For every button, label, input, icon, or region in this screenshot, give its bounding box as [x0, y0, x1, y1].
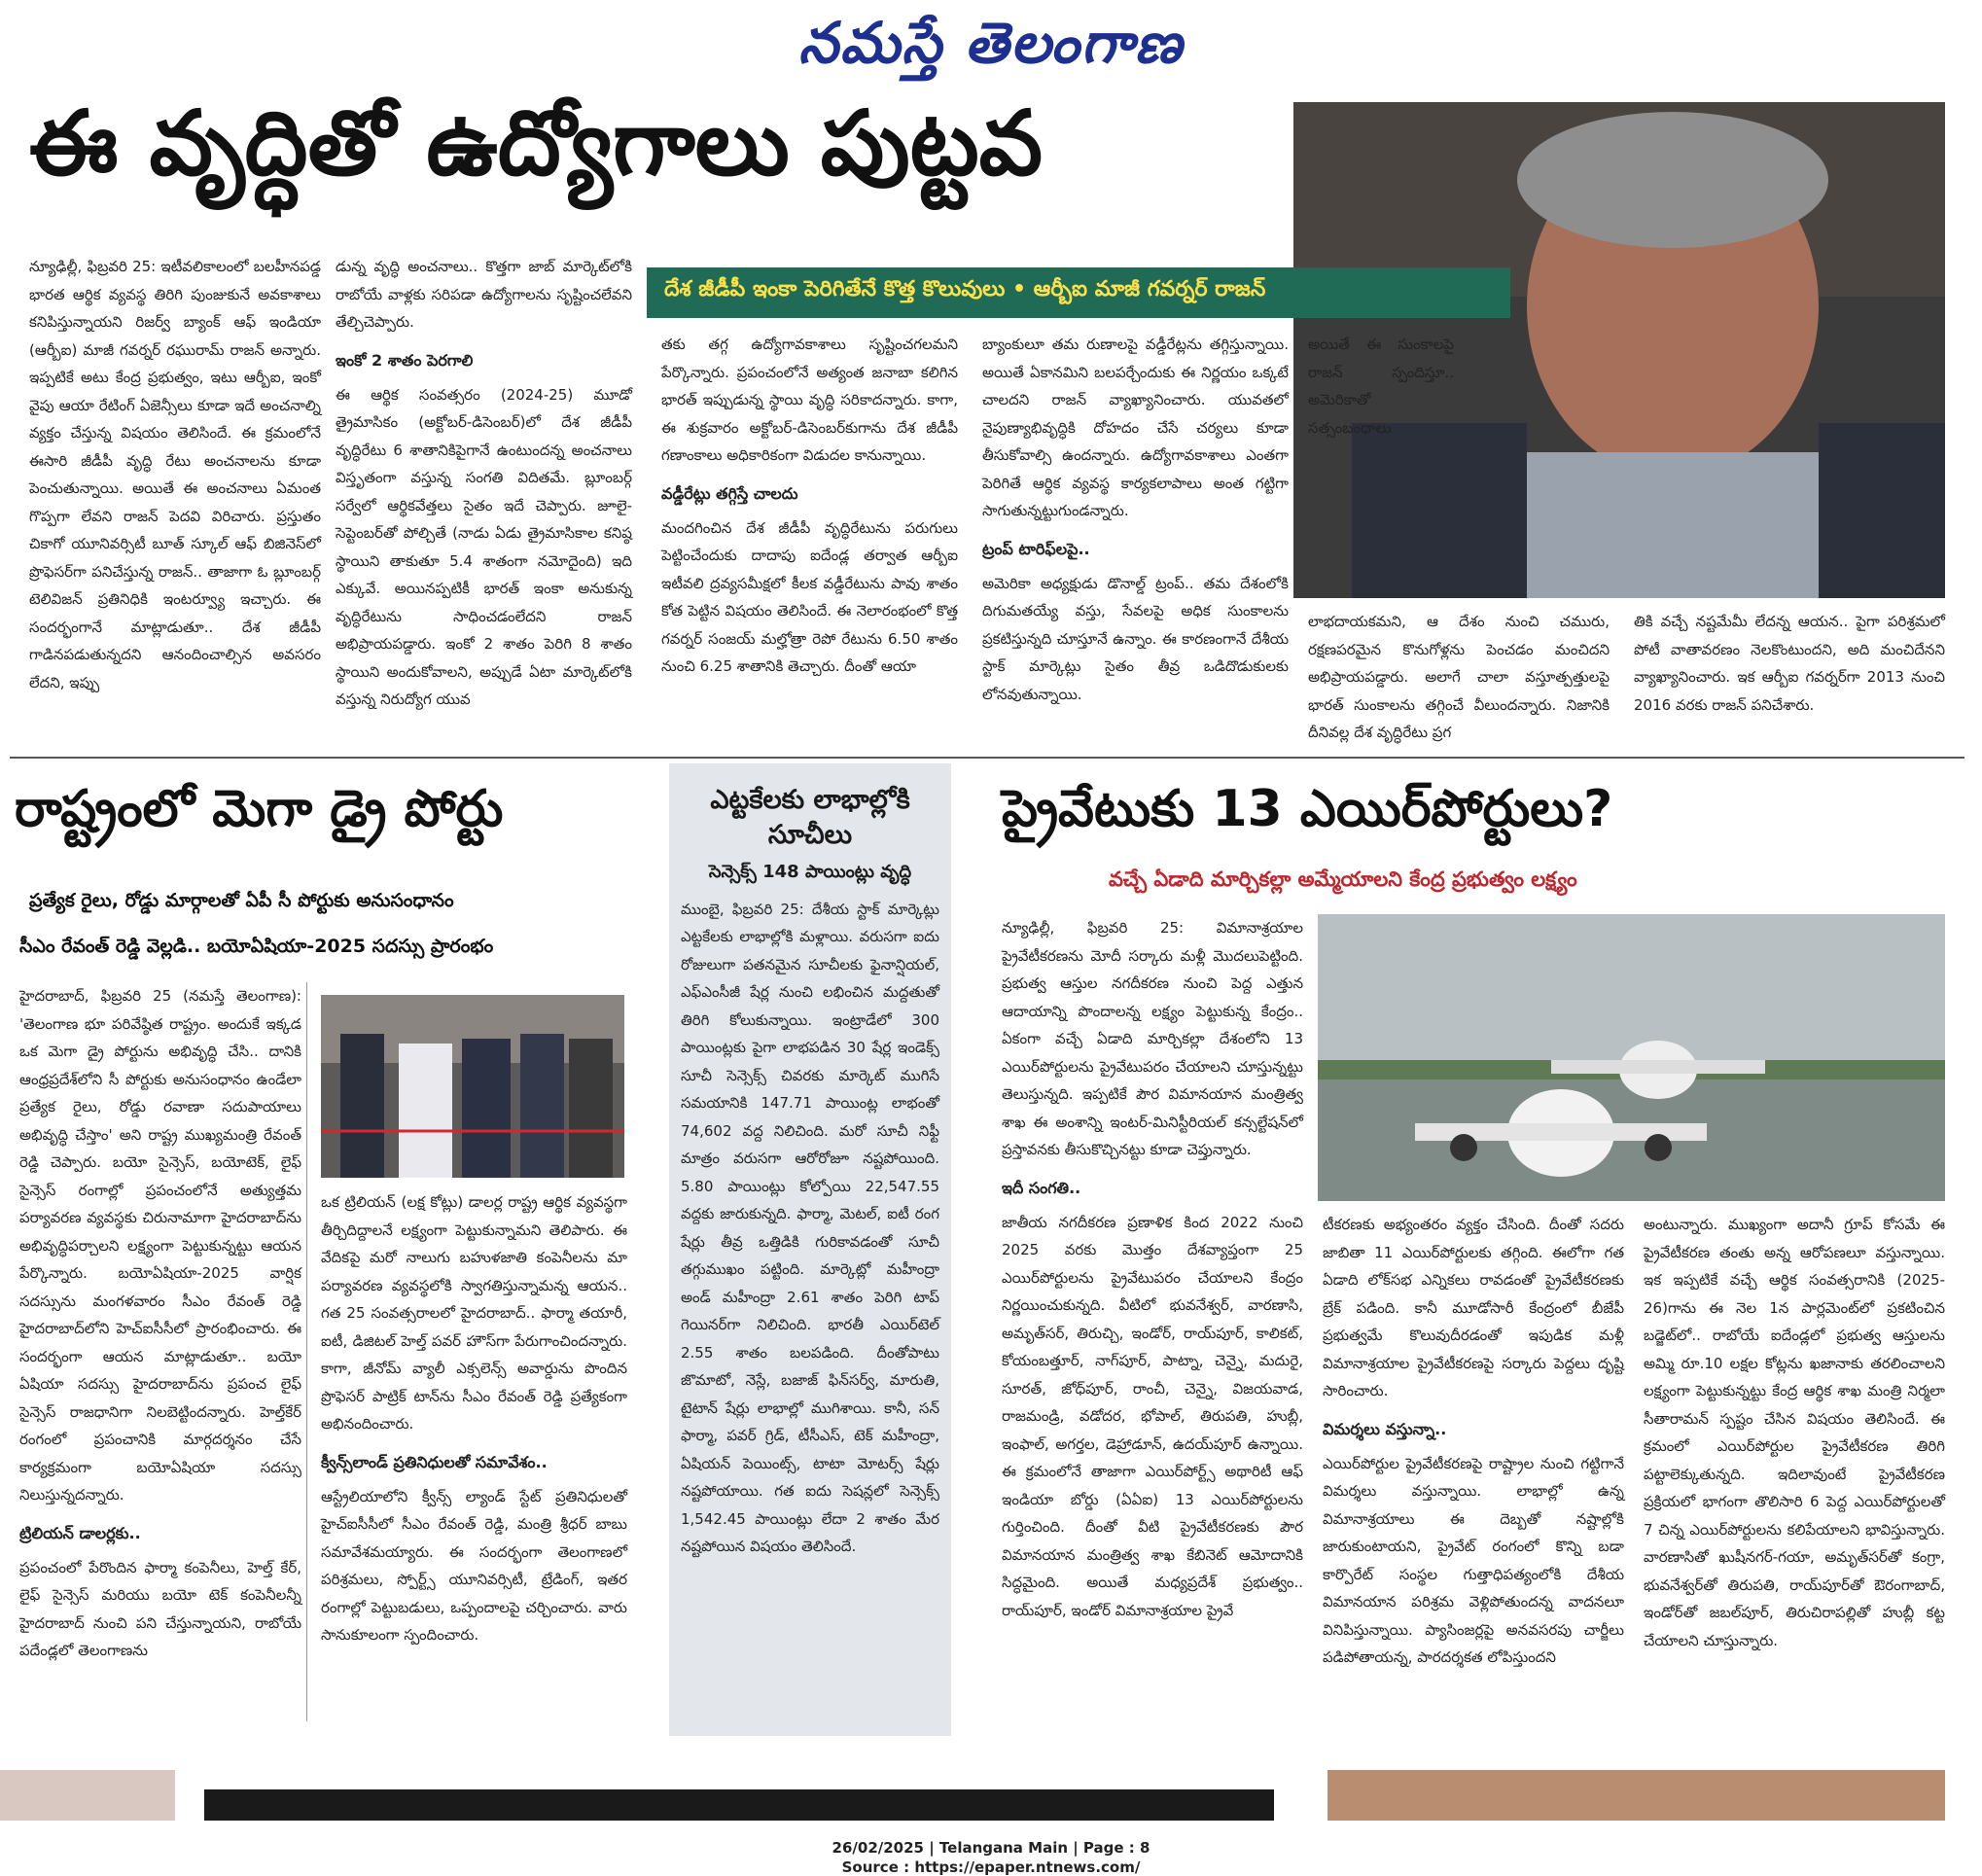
lead-col5b: లాభదాయకమని, ఆ దేశం నుంచి చమురు, రక్షణపరమైన కొనుగోళ్లను పెంచడం మంచిదని అభిప్రాయపడ్డారు. అలాగే చాలా వస్తూత్పత్తులపై భారత్ సుంకాలను తగ్గించే వీలుందన్నారు. నిజానికి దీనివల్ల దేశ వృద్ధిరేటు ప్రగ	[1308, 613, 1610, 741]
lead-col6: తికి వచ్చే నష్టమేమీ లేదన్న ఆయన.. పైగా పరిశ్రమలో పోటీ వాతావరణం నెలకొంటుందని, అది మంచిదేనని వ్యాఖ్యానించారు. ఇక ఆర్బీఐ గవర్నర్‌గా 2013 నుంచి 2016 వరకు రాజన్ పనిచేశారు.	[1634, 613, 1945, 714]
lead-subhead-1: ఇంకో 2 శాతం పెరగాలి	[336, 350, 474, 370]
port-subhead-1: ట్రిలియన్ డాలర్లకు..	[19, 1523, 141, 1542]
port-col1b: ప్రపంచంలో పేరొందిన ఫార్మా కంపెనీలు, హెల్త్ కేర్, లైఫ్ సైన్సెస్ మరియు బయో టెక్ కంపెనీలన్నీ హైదరాబాద్ నుంచి పని చేస్తున్నాయని, రాబోయే పదేండ్లలో తెలంగాణను	[19, 1558, 301, 1660]
markets-box	[669, 763, 951, 1736]
page-footer	[0, 1838, 1982, 1876]
lead-deck: దేశ జీడీపీ ఇంకా పెరిగితేనే కొత్త కొలువులు • ఆర్బీఐ మాజీ గవర్నర్ రాజన్	[647, 267, 1510, 318]
airplanes-photo	[1318, 914, 1945, 1201]
airports-subhead-1: ఇదీ సంగతి..	[1002, 1178, 1081, 1197]
markets-kicker: సెన్సెక్స్ 148 పాయింట్లు వృద్ధి	[708, 861, 912, 882]
lead-col2b: ఈ ఆర్థిక సంవత్సరం (2024-25) మూడో త్రైమాసికం (అక్టోబర్-డిసెంబర్)లో దేశ జీడీపీ వృద్ధిరేటు 6 శాతానికిపైగానే ఉంటుందన్న అంచనాలు విస్తృతంగా వస్తున్న సంగతి విదితమే. బ్లూంబర్గ్ సర్వేలో ఆర్థికవేత్తలు సైతం ఇదే చెప్పారు. జూలై-సెప్టెంబర్‌తో పోల్చితే (నాడు ఏడు త్రైమాసికాల కనిష్ఠ స్థాయిని తాకుతూ 5.4 శాతంగా నమోదైంది) ఇది ఎక్కువే. అయినప్పటికీ భారత్ ఇంకా అనుకున్న వృద్ధిరేటును సాధించడంలేదని రాజన్ అభిప్రాయపడ్డారు. ఇంకో 2 శాతం పెరిగి 8 శాతం స్థాయిని అందుకోవాలని, అప్పుడే ఏటా మార్కెట్‌లోకి వస్తున్న నిరుద్యోగ యువ	[336, 385, 632, 709]
footer-date-page: 26/02/2025 | Telangana Main | Page : 8	[832, 1839, 1150, 1857]
airports-col3: అంటున్నారు. ముఖ్యంగా అదానీ గ్రూప్ కోసమే ఈ ప్రైవేటీకరణ తంతు అన్న ఆరోపణలూ వస్తున్నాయి. ఇక ఇప్పటికే వచ్చే ఆర్థిక సంవత్సరానికి (2025-26)గాను ఈ నెల 1న పార్లమెంట్‌లో ప్రకటించిన బడ్జెట్‌లో.. రాబోయే ఐదేండ్లలో ప్రభుత్వ ఆస్తులను అమ్మి రూ.10 లక్షల కోట్లను ఖజానాకు తరలించాలని లక్ష్యంగా పెట్టుకున్నట్టు కేంద్ర ఆర్థిక శాఖ మంత్రి నిర్మలా సీతారామన్ స్పష్టం చేసిన విషయం తెలిసిందే. ఈ క్రమంలో ఎయిర్‌పోర్టుల ప్రైవేటీకరణ తిరిగి పట్టాలెక్కుతున్నది. ఇదిలావుంటే ప్రైవేటీకరణ ప్రక్రియలో భాగంగా తొలిసారి 6 పెద్ద ఎయిర్‌పోర్టులతో 7 చిన్న ఎయిర్‌పోర్టులను కలిపేయాలని భావిస్తున్నారు. వారణాసితో ఖుషీనగర్-గయా, అమృత్‌సర్‌తో కంగ్రా, భువనేశ్వర్‌తో తిరుపతి, రాయ్‌పూర్‌తో ఔరంగాబాద్, ఇండోర్‌తో జబల్‌పూర్, తిరుచిరాపల్లితో హుబ్లీ కట్ట చేయాలని చూస్తున్నారు.	[1644, 1216, 1945, 1649]
port-kicker-2: సీఎం రేవంత్ రెడ్డి వెల్లడి.. బయోఏషియా-2025 సదస్సు ప్రారంభం	[19, 936, 494, 957]
next-story-strip	[0, 1770, 1982, 1821]
port-kicker-1: ప్రత్యేక రైలు, రోడ్డు మార్గాలతో ఏపీ సీ పోర్టుకు అనుసంధానం	[29, 890, 454, 911]
masthead: నమస్తే తెలంగాణ	[798, 10, 1184, 76]
airports-col1b: జాతీయ నగదీకరణ ప్రణాళిక కింద 2022 నుంచి 2025 వరకు మొత్తం దేశవ్యాప్తంగా 25 ఎయిర్‌పోర్టులను ప్రైవేటుపరం చేయాలని కేంద్రం నిర్ణయించుకున్నది. వీటిలో భువనేశ్వర్, వారణాసి, అమృత్‌సర్, తిరుచ్చి, ఇండోర్, రాయ్‌పూర్, కాలికట్, కోయంబత్తూర్, నాగ్‌పూర్, పాట్నా, చెన్నై, మదురై, సూరత్, జోధ్‌పూర్, రాంచీ, చెన్నై, విజయవాడ, రాజమండ్రి, వడోదర, భోపాల్, తిరుపతి, హుబ్లీ, ఇంఫాల్, అగర్తల, డెహ్రాడూన్, ఉదయ్‌పూర్ ఉన్నాయి. ఈ క్రమంలోనే తాజాగా ఎయిర్‌పోర్ట్స్ అథారిటీ ఆఫ్ ఇండియా బోర్డు (ఏఏఐ) 13 ఎయిర్‌పోర్టులను గుర్తించింది. దీంతో వీటి ప్రైవేటీకరణకు పౌర విమానయాన మంత్రిత్వ శాఖ కేబినెట్ ఆమోదానికి సిద్ధమైంది. అయితే మధ్యప్రదేశ్ ప్రభుత్వం.. రాయ్‌పూర్, ఇండోర్ విమానాశ్రయాల ప్రైవే	[1002, 1213, 1303, 1619]
port-subhead-2: క్వీన్స్‌లాండ్ ప్రతినిధులతో సమావేశం..	[321, 1452, 548, 1471]
port-headline: రాష్ట్రంలో మెగా డ్రై పోర్టు	[15, 780, 504, 838]
airports-col1a: న్యూఢిల్లీ, ఫిబ్రవరి 25: విమానాశ్రయాల ప్రైవేటీకరణను మోదీ సర్కారు మళ్లీ మొదలుపెట్టింది. ప్రభుత్వ ఆస్తుల నగదీకరణ నుంచి పెద్ద ఎత్తున ఆదాయాన్ని పొందాలన్న లక్ష్యం పెట్టుకున్న కేంద్రం.. ఏకంగా వచ్చే ఏడాది మార్చికల్లా దేశంలోని 13 ఎయిర్‌పోర్టులను ప్రైవేటుపరం చేయాలని చూస్తున్నట్టు తెలుస్తున్నది. ఇప్పటికే పౌర విమానయాన మంత్రిత్వ శాఖ ఈ అంశాన్ని ఇంటర్-మినిస్టీరియల్ కన్సల్టేషన్‌లో ప్రస్తావనకు తీసుకొచ్చినట్టు కూడా చెప్తున్నారు.	[1002, 919, 1303, 1158]
port-col1: హైదరాబాద్, ఫిబ్రవరి 25 (నమస్తే తెలంగాణ): 'తెలంగాణ భూ పరివేష్ఠిత రాష్ట్రం. అందుకే ఇక్కడ ఒక మెగా డ్రై పోర్టును అభివృద్ధి చేసి.. దానికి ఆంధ్రప్రదేశ్‌లోని సీ పోర్టుకు అనుసంధానం ఉండేలా ప్రత్యేక రైలు, రోడ్డు రవాణా సదుపాయాలు అభివృద్ధి చేస్తాం' అని రాష్ట్ర ముఖ్యమంత్రి రేవంత్ రెడ్డి చెప్పారు. బయో సైన్సెస్, బయోటెక్, లైఫ్ సైన్సెస్ రంగాల్లో ప్రపంచంలోనే అత్యుత్తమ పర్యావరణ వ్యవస్థకు చిరునామాగా హైదరాబాద్‌ను అభివృద్ధిపర్చాలని లక్ష్యంగా పెట్టుకున్నట్టు ఆయన పేర్కొన్నారు. బయోఏషియా-2025 వార్షిక సదస్సును మంగళవారం సీఎం రేవంత్ రెడ్డి హైదరాబాద్‌లోని హెచ్ఐసీసీలో ప్రారంభించారు. ఈ సందర్భంగా ఆయన మాట్లాడుతూ.. బయో ఏషియా సదస్సు హైదరాబాద్‌ను ప్రపంచ లైఫ్ సైన్సెస్ రాజధానిగా నిలబెట్టిందన్నారు. హెల్త్‌కేర్ రంగంలో ప్రపంచానికి మార్గదర్శనం చేసే కార్యక్రమంగా బయోఏషియా సదస్సు నిలుస్తున్నదన్నారు.	[19, 987, 301, 1504]
lead-subhead-2: వడ్డీరేట్లు తగ్గిస్తే చాలదు	[661, 483, 798, 503]
section-divider	[10, 757, 1964, 759]
airports-subhead-2: విమర్శలు వస్తున్నా..	[1323, 1419, 1447, 1438]
markets-body: ముంబై, ఫిబ్రవరి 25: దేశీయ స్టాక్ మార్కెట్లు ఎట్టకేలకు లాభాల్లోకి మళ్లాయి. వరుసగా ఐదు రోజులుగా పతనమైన సూచీలకు ఫైనాన్షియల్, ఎఫ్ఎంసీజీ షేర్ల నుంచి లభించిన మద్దతుతో తిరిగి కోలుకున్నాయి. ఇంట్రాడేలో 300 పాయింట్లకు పైగా లాభపడిన 30 షేర్ల ఇండెక్స్ సూచీ సెన్సెక్స్ చివరకు మార్కెట్ ముగిసే సమయానికి 147.71 పాయింట్ల లాభంతో 74,602 వద్ద నిలిచింది. మరో సూచీ నిఫ్టీ మాత్రం వరుసగా ఆరోరోజూ నష్టపోయింది. 5.80 పాయింట్లు కోల్పోయి 22,547.55 వద్దకు జారుకున్నది. ఫార్మా, మెటల్, ఐటీ రంగ షేర్లు తీవ్ర ఒత్తిడికి గురికావడంతో సూచీ తగ్గుముఖం పట్టింది. మార్కెట్లో మహీంద్రా అండ్ మహీంద్రా 2.61 శాతం పెరిగి టాప్ గెయినర్‌గా నిలిచింది. భారతీ ఎయిర్‌టెల్ 2.55 శాతం బలపడింది. దీంతోపాటు జొమాటో, నెస్లే, బజాజ్ ఫిన్‌సర్వ్, మారుతి, టైటాన్ షేర్లు లాభాల్లో ముగిశాయి. కానీ, సన్ ఫార్మా, పవర్ గ్రిడ్, టీసీఎస్, టెక్ మహీంద్రా, ఏషియన్ పెయింట్స్, టాటా మోటర్స్ షేర్లు నష్టపోయాయి. గత ఐదు సెషన్లలో సెన్సెక్స్ 1,542.45 పాయింట్లు లేదా 2 శాతం మేర నష్టపోయిన విషయం తెలిసిందే.	[681, 900, 939, 1556]
port-col2: ఒక ట్రిలియన్ (లక్ష కోట్లు) డాలర్ల రాష్ట్ర ఆర్థిక వ్యవస్థగా తీర్చిదిద్దాలనే లక్ష్యంగా పెట్టుకున్నామని తెలిపారు. ఈ వేదికపై మరో నాలుగు బహుళజాతి కంపెనీలను మా పర్యావరణ వ్యవస్థలోకి స్వాగతిస్తున్నామన్న ఆయన.. గత 25 సంవత్సరాలలో హైదరాబాద్.. ఫార్మా తయారీ, ఐటీ, డిజిటల్ హెల్త్ పవర్ హౌస్‌గా పేరుగాంచిందన్నారు. కాగా, జీనోమ్ వ్యాలీ ఎక్సలెన్స్ అవార్డును పొందిన ప్రొఫెసర్ పాట్రిక్ టాన్‌ను సీఎం రేవంత్ రెడ్డి ప్రత్యేకంగా అభినందించారు.	[321, 1193, 627, 1433]
port-col2b: ఆస్ట్రేలియాలోని క్వీన్స్ ల్యాండ్ స్టేట్ ప్రతినిధులతో హైచ్ఐసీసీలో సీఎం రేవంత్ రెడ్డి, మంత్రి శ్రీధర్ బాబు సమావేశమయ్యారు. ఈ సందర్భంగా తెలంగాణలో పరిశ్రమలు, స్పోర్ట్స్ యూనివర్సిటీ, ట్రేడింగ్, ఇతర రంగాల్లో పెట్టుబడులు, ఒప్పందాలపై చర్చించారు. వారు సానుకూలంగా స్పందించారు.	[321, 1487, 627, 1645]
lead-col4b: అమెరికా అధ్యక్షుడు డొనాల్డ్ ట్రంప్.. తమ దేశంలోకి దిగుమతయ్యే వస్తు, సేవలపై అధిక సుంకాలను ప్రకటిస్తున్నది చూస్తూనే ఉన్నాం. ఈ కారణంగానే దేశీయ స్టాక్ మార్కెట్లు సైతం తీవ్ర ఒడిదొడుకులకు లోనవుతున్నాయి.	[982, 574, 1289, 703]
lead-col5a: అయితే ఈ సుంకాలపై రాజన్ స్పందిస్తూ.. అమెరికాతో సత్సంబంధాలు	[1308, 336, 1454, 437]
lead-col2a: డున్న వృద్ధి అంచనాలు.. కొత్తగా జాబ్ మార్కెట్‌లోకి రాబోయే వాళ్లకు సరిపడా ఉద్యోగాలను సృష్టించలేవని తేల్చిచెప్పారు.	[336, 258, 632, 331]
airports-kicker: వచ్చే ఏడాది మార్చికల్లా అమ్మేయాలని కేంద్ర ప్రభుత్వం లక్ష్యం	[1109, 867, 1577, 891]
footer-source-link[interactable]: Source : https://epaper.ntnews.com/	[841, 1858, 1141, 1876]
lead-headline: ఈ వృద్ధితో ఉద్యోగాలు పుట్టవ	[29, 91, 1044, 195]
biosasia-photo	[321, 995, 624, 1178]
column-rule	[306, 982, 307, 1721]
lead-col3a: తకు తగ్గ ఉద్యోగావకాశాలు సృష్టించగలమని పేర్కొన్నారు. ప్రపంచంలోనే అత్యంత జనాబా కలిగిన భారత్ ఇప్పుడున్న స్థాయి వృద్ధి సరికాదన్నారు. కాగా, ఈ శుక్రవారం అక్టోబర్-డిసెంబర్‌కుగాను దేశ జీడీపీ గణాంకాలు అధికారికంగా విడుదల కానున్నాయి.	[661, 336, 958, 464]
lead-col3b: మందగించిన దేశ జీడీపీ వృద్ధిరేటును పరుగులు పెట్టించేందుకు దాదాపు ఐదేండ్ల తర్వాత ఆర్బీఐ ఇటీవలి ద్రవ్యసమీక్షలో కీలక వడ్డీరేటును పావు శాతం కోత పెట్టిన విషయం తెలిసిందే. ఈ నెలారంభంలో కొత్త గవర్నర్ సంజయ్ మల్హోత్రా రెపో రేటును 6.50 శాతం నుంచి 6.25 శాతానికి తెచ్చారు. దీంతో ఆయా	[661, 518, 958, 676]
markets-headline: ఎట్టకేలకు లాభాల్లోకి సూచీలు	[710, 785, 910, 851]
lead-col1: న్యూఢిల్లీ, ఫిబ్రవరి 25: ఇటీవలికాలంలో బలహీనపడ్డ భారత ఆర్థిక వ్యవస్థ తిరిగి పుంజుకునే అవకాశాలు కనిపిస్తున్నాయని రిజర్వ్ బ్యాంక్ ఆఫ్ ఇండియా (ఆర్బీఐ) మాజీ గవర్నర్ రఘురామ్ రాజన్ అన్నారు. ఇప్పటికే అటు కేంద్ర ప్రభుత్వం, ఇటు ఆర్బీఐ, ఇంకో వైపు ఆయా రేటింగ్ ఏజెన్సీలు కూడా ఇదే అంచనాల్ని వ్యక్తం చేస్తున్న విషయం తెలిసిందే. ఈ క్రమంలోనే ఈసారి జీడీపీ వృద్ధి రేటు అంచనాలను కూడా పెంచుతున్నాయి. అయితే ఈ అంచనాలు ఏమంత గొప్పగా లేవని రాజన్ పెదవి విరిచారు. ప్రస్తుతం చికాగో యూనివర్సిటీ బూత్ స్కూల్ ఆఫ్ బిజినెస్‌లో ప్రొఫెసర్‌గా పనిచేస్తున్న రాజన్.. తాజాగా ఓ బ్లూంబర్గ్ టెలివిజన్ ప్రతినిధికి ఇంటర్వ్యూ ఇచ్చారు. ఈ సందర్భంగానే మాట్లాడుతూ.. దేశ జీడీపీ గాడినపడుతున్నదని ఆనందించాల్సిన అవసరం లేదని, ఇప్పు	[29, 258, 321, 691]
airports-col2b: ఎయిర్‌పోర్టుల ప్రైవేటీకరణపై రాష్ట్రాల నుంచి గట్టిగానే విమర్శలు వస్తున్నాయి. లాభాల్లో ఉన్న విమానాశ్రయాలు ఈ దెబ్బతో నష్టాల్లోకి జారుకుంటాయని, ప్రైవేట్ రంగంలో కొన్ని బడా కార్పొరేట్ సంస్థల గుత్తాధిపత్యంలోకి దేశీయ విమానయాన పరిశ్రమ వెళ్లిపోతుందన్న వాదనలూ వినిపిస్తున్నాయి. ప్యాసింజర్లపై అనవసరపు చార్జీలు పడిపోతాయన్న, పారదర్శకత లోపిస్తుందని	[1323, 1454, 1624, 1667]
lead-subhead-3: ట్రంప్ టారిఫ్‌లపై..	[982, 539, 1090, 558]
airports-headline: ప్రైవేటుకు 13 ఎయిర్‌పోర్టులు?	[1002, 780, 1613, 838]
airports-col2: టీకరణకు అభ్యంతరం వ్యక్తం చేసింది. దీంతో సదరు జాబితా 11 ఎయిర్‌పోర్టులకు తగ్గింది. ఈలోగా గత ఏడాది లోక్‌సభ ఎన్నికలు రావడంతో ప్రైవేటీకరణకు బ్రేక్ పడింది. కానీ మూడోసారీ కేంద్రంలో బీజేపీ ప్రభుత్వమే కొలువుదీరడంతో ఇపుడిక మళ్లీ విమానాశ్రయాల ప్రైవేటీకరణపై సర్కారు పెద్దలు దృష్టి సారించారు.	[1323, 1216, 1624, 1399]
lead-col4a: బ్యాంకులూ తమ రుణాలపై వడ్డీరేట్లను తగ్గిస్తున్నాయి. అయితే ఏకానమిని బలపర్చేందుకు ఈ నిర్ణయం ఒక్కటే చాలదని రాజన్ వ్యాఖ్యానించారు. యువతలో నైపుణ్యాభివృద్ధికి దోహదం చేసే చర్యలు కూడా తీసుకోవాల్సి ఉందన్నారు. ఉద్యోగావకాశాలు ఎంతగా పెరిగితే ఆర్థిక వ్యవస్థ కార్యకలాపాలు అంత గట్టిగా సాగుతున్నట్టుగుండన్నారు.	[982, 336, 1289, 519]
